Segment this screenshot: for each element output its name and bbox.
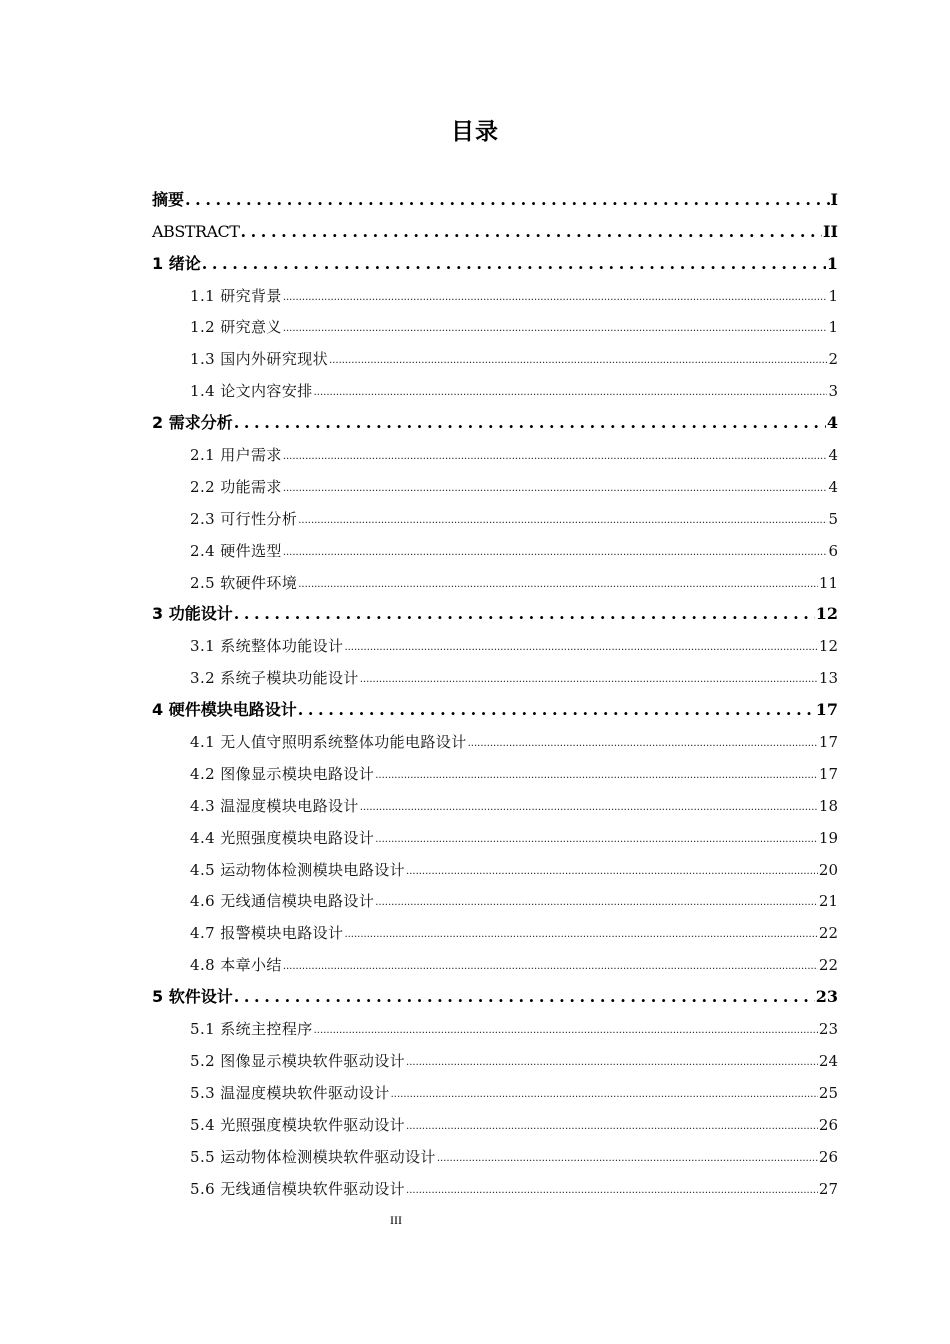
toc-entry-page-number: 22 bbox=[818, 956, 838, 975]
toc-section-entry[interactable] bbox=[152, 817, 838, 849]
toc-entry-label: 5.6 无线通信模块软件驱动设计 bbox=[190, 1179, 406, 1198]
toc-section-entry[interactable] bbox=[152, 657, 838, 689]
toc-section-entry[interactable] bbox=[152, 1168, 838, 1200]
toc-section-entry[interactable] bbox=[152, 562, 838, 594]
toc-entry-page-number: 17 bbox=[815, 700, 838, 720]
dot-leader bbox=[283, 544, 828, 562]
dot-leader bbox=[234, 603, 815, 625]
toc-entry-page-number: 1 bbox=[828, 318, 838, 337]
toc-entry-label: 5.5 运动物体检测模块软件驱动设计 bbox=[190, 1147, 436, 1166]
toc-entry-page-number: 20 bbox=[818, 860, 838, 879]
dot-leader bbox=[406, 1182, 818, 1200]
toc-chapter-entry[interactable] bbox=[152, 243, 838, 275]
toc-entry-page-number: 25 bbox=[818, 1083, 838, 1102]
toc-entry-page-number: 12 bbox=[815, 604, 838, 624]
toc-entry-label: 2.4 硬件选型 bbox=[190, 541, 282, 560]
toc-section-entry[interactable] bbox=[152, 370, 838, 402]
dot-leader bbox=[375, 767, 818, 785]
toc-entry-label: 2.1 用户需求 bbox=[190, 446, 282, 465]
toc-chapter-entry[interactable] bbox=[152, 976, 838, 1008]
toc-chapter-entry[interactable] bbox=[152, 211, 838, 243]
toc-section-entry[interactable] bbox=[152, 498, 838, 530]
toc-entry-label: 1.4 论文内容安排 bbox=[190, 382, 313, 401]
toc-section-entry[interactable] bbox=[152, 721, 838, 753]
dot-leader bbox=[360, 671, 818, 689]
toc-chapter-entry[interactable] bbox=[152, 179, 838, 211]
toc-entry-page-number: 26 bbox=[818, 1147, 838, 1166]
toc-entry-label: 4.1 无人值守照明系统整体功能电路设计 bbox=[190, 733, 467, 752]
dot-leader bbox=[314, 1022, 818, 1040]
dot-leader bbox=[344, 639, 817, 657]
toc-entry-label: 1 绪论 bbox=[152, 253, 201, 273]
dot-leader bbox=[375, 894, 818, 912]
toc-entry-label: 2.2 功能需求 bbox=[190, 477, 282, 496]
toc-entry-page-number: 17 bbox=[818, 733, 838, 752]
dot-leader bbox=[283, 448, 828, 466]
dot-leader bbox=[298, 512, 827, 530]
dot-leader bbox=[234, 986, 815, 1008]
toc-entry-label: 4.7 报警模块电路设计 bbox=[190, 924, 344, 943]
toc-section-entry[interactable] bbox=[152, 307, 838, 339]
dot-leader bbox=[283, 958, 818, 976]
toc-entry-label: 摘要 bbox=[152, 189, 185, 209]
toc-entry-label: 4.2 图像显示模块电路设计 bbox=[190, 764, 375, 783]
toc-entry-page-number: 4 bbox=[828, 477, 838, 496]
toc-entry-label: 2.5 软硬件环境 bbox=[190, 573, 298, 592]
dot-leader bbox=[329, 352, 827, 370]
toc-entry-page-number: 13 bbox=[818, 669, 838, 688]
toc-entry-label: 3.1 系统整体功能设计 bbox=[190, 637, 344, 656]
toc-entry-label: 5 软件设计 bbox=[152, 987, 233, 1007]
dot-leader bbox=[283, 289, 828, 307]
toc-entry-page-number: 5 bbox=[828, 509, 838, 528]
toc-section-entry[interactable] bbox=[152, 625, 838, 657]
toc-entry-label: 5.4 光照强度模块软件驱动设计 bbox=[190, 1115, 406, 1134]
toc-entry-page-number: 22 bbox=[818, 924, 838, 943]
toc-section-entry[interactable] bbox=[152, 944, 838, 976]
dot-leader bbox=[406, 1118, 818, 1136]
toc-chapter-entry[interactable] bbox=[152, 402, 838, 434]
toc-entry-page-number: 1 bbox=[826, 253, 838, 273]
toc-entry-page-number: 4 bbox=[826, 413, 838, 433]
dot-leader bbox=[298, 699, 815, 721]
toc-entry-page-number: 19 bbox=[818, 828, 838, 847]
toc-chapter-entry[interactable] bbox=[152, 594, 838, 626]
toc-chapter-entry[interactable] bbox=[152, 689, 838, 721]
toc-section-entry[interactable] bbox=[152, 434, 838, 466]
toc-entry-page-number: 27 bbox=[818, 1179, 838, 1198]
toc-entry-label: 3 功能设计 bbox=[152, 604, 233, 624]
toc-entry-label: 2 需求分析 bbox=[152, 413, 233, 433]
dot-leader bbox=[406, 1054, 818, 1072]
toc-entry-page-number: 24 bbox=[818, 1051, 838, 1070]
dot-leader bbox=[375, 831, 818, 849]
toc-entry-label: 1.1 研究背景 bbox=[190, 286, 282, 305]
dot-leader bbox=[234, 412, 826, 434]
toc-section-entry[interactable] bbox=[152, 912, 838, 944]
toc-entry-page-number: 12 bbox=[818, 637, 838, 656]
dot-leader bbox=[437, 1150, 818, 1168]
toc-entry-page-number: 4 bbox=[828, 446, 838, 465]
table-of-contents bbox=[152, 179, 838, 1200]
toc-entry-page-number: II bbox=[823, 221, 838, 241]
toc-entry-label: 4.8 本章小结 bbox=[190, 956, 282, 975]
dot-leader bbox=[360, 799, 818, 817]
toc-entry-label: ABSTRACT bbox=[152, 221, 240, 241]
toc-section-entry[interactable] bbox=[152, 338, 838, 370]
toc-section-entry[interactable] bbox=[152, 881, 838, 913]
toc-section-entry[interactable] bbox=[152, 1136, 838, 1168]
toc-section-entry[interactable] bbox=[152, 785, 838, 817]
toc-section-entry[interactable] bbox=[152, 849, 838, 881]
toc-entry-label: 4.3 温湿度模块电路设计 bbox=[190, 796, 359, 815]
page-number-footer: III bbox=[390, 1213, 402, 1227]
toc-section-entry[interactable] bbox=[152, 1104, 838, 1136]
toc-entry-label: 2.3 可行性分析 bbox=[190, 509, 298, 528]
dot-leader bbox=[468, 735, 818, 753]
dot-leader bbox=[283, 480, 828, 498]
page-title: 目录 bbox=[451, 119, 499, 145]
dot-leader bbox=[391, 1086, 818, 1104]
toc-entry-label: 4.5 运动物体检测模块电路设计 bbox=[190, 860, 406, 879]
toc-entry-page-number: 17 bbox=[818, 764, 838, 783]
dot-leader bbox=[344, 926, 817, 944]
dot-leader bbox=[314, 384, 828, 402]
toc-entry-label: 1.2 研究意义 bbox=[190, 318, 282, 337]
toc-entry-label: 5.2 图像显示模块软件驱动设计 bbox=[190, 1051, 406, 1070]
toc-entry-label: 4 硬件模块电路设计 bbox=[152, 700, 297, 720]
dot-leader bbox=[240, 221, 822, 243]
dot-leader bbox=[185, 189, 830, 211]
toc-entry-page-number: 11 bbox=[818, 573, 838, 592]
toc-entry-page-number: 6 bbox=[828, 541, 838, 560]
dot-leader bbox=[298, 576, 818, 594]
dot-leader bbox=[406, 863, 818, 881]
toc-entry-page-number: 1 bbox=[828, 286, 838, 305]
toc-section-entry[interactable] bbox=[152, 530, 838, 562]
toc-entry-label: 1.3 国内外研究现状 bbox=[190, 350, 329, 369]
toc-entry-page-number: 18 bbox=[818, 796, 838, 815]
toc-entry-label: 4.4 光照强度模块电路设计 bbox=[190, 828, 375, 847]
toc-entry-label: 5.1 系统主控程序 bbox=[190, 1020, 313, 1039]
toc-section-entry[interactable] bbox=[152, 1008, 838, 1040]
toc-section-entry[interactable] bbox=[152, 753, 838, 785]
toc-entry-page-number: 2 bbox=[828, 350, 838, 369]
toc-entry-page-number: 23 bbox=[815, 987, 838, 1007]
toc-section-entry[interactable] bbox=[152, 1072, 838, 1104]
toc-section-entry[interactable] bbox=[152, 1040, 838, 1072]
toc-entry-label: 5.3 温湿度模块软件驱动设计 bbox=[190, 1083, 390, 1102]
dot-leader bbox=[202, 253, 826, 275]
toc-entry-page-number: 26 bbox=[818, 1115, 838, 1134]
toc-entry-page-number: 23 bbox=[818, 1020, 838, 1039]
dot-leader bbox=[283, 320, 828, 338]
toc-entry-label: 4.6 无线通信模块电路设计 bbox=[190, 892, 375, 911]
toc-entry-page-number: 3 bbox=[828, 382, 838, 401]
toc-entry-page-number: 21 bbox=[818, 892, 838, 911]
toc-entry-label: 3.2 系统子模块功能设计 bbox=[190, 669, 359, 688]
toc-section-entry[interactable] bbox=[152, 275, 838, 307]
toc-section-entry[interactable] bbox=[152, 466, 838, 498]
toc-entry-page-number: I bbox=[830, 189, 838, 209]
